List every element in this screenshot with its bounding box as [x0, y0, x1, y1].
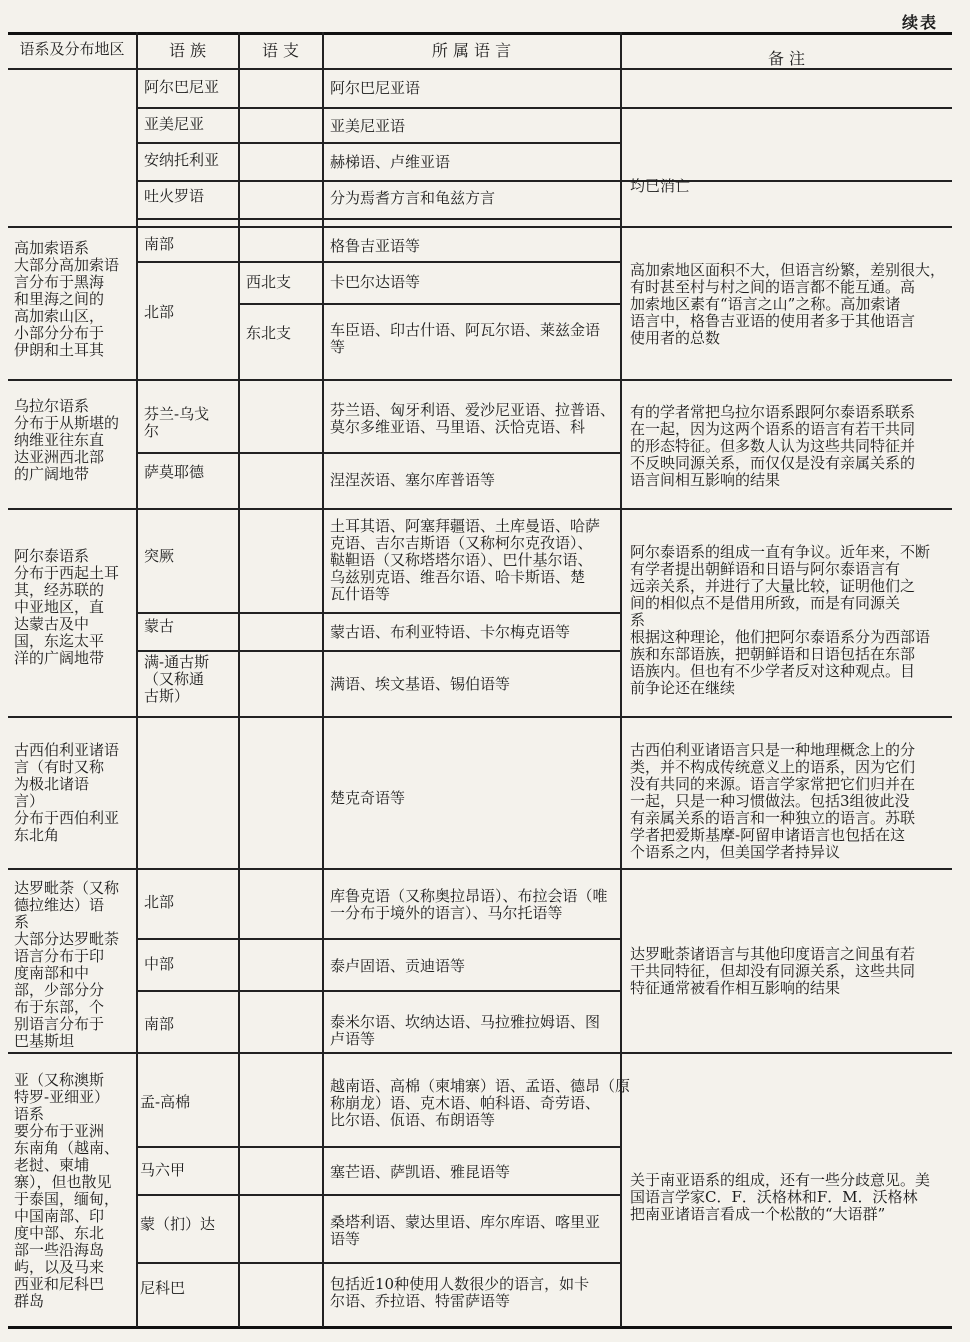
languages-cell: 泰米尔语、坎纳达语、马拉雅拉姆语、图 卢语等 [330, 1013, 601, 1048]
branch-cell: 吐火罗语 [144, 187, 205, 205]
languages-cell: 芬兰语、匈牙利语、爱沙尼亚语、拉普语、 莫尔多维亚语、马里语、沃恰克语、科 [330, 401, 616, 436]
family-cell: 阿尔泰语系 分布于西起土耳 其，经苏联的 中亚地区，直 达蒙古及中 国，东迄太平 洋的广阔地带 [14, 547, 120, 667]
table-top-border [8, 32, 952, 35]
header-branch: 语 族 [168, 41, 207, 60]
row-line [136, 990, 620, 992]
row-line [136, 180, 952, 182]
row-line [136, 650, 620, 652]
group-line [8, 379, 952, 381]
header-subbranch: 语 支 [261, 41, 300, 60]
languages-cell: 土耳其语、阿塞拜疆语、土库曼语、哈萨 克语、吉尔吉斯语（又称柯尔克孜语）、 鞑靼语（又称塔塔尔语）、巴什基尔语、 乌兹别克语、维吾尔语、哈卡斯语、楚 瓦什语等 [330, 517, 601, 603]
branch-cell: 马六甲 [140, 1161, 186, 1179]
branch-cell: 南部 [144, 235, 175, 253]
branch-cell: 南部 [144, 1015, 175, 1033]
languages-cell: 库鲁克语（又称奥拉昂语）、布拉会语（唯 一分布于境外的语言）、马尔托语等 [330, 887, 608, 922]
branch-cell: 阿尔巴尼亚 [144, 78, 220, 96]
languages-cell: 格鲁吉亚语等 [330, 237, 421, 255]
branch-cell: 蒙（扪）达 [140, 1215, 216, 1233]
row-line [136, 142, 620, 144]
header-notes: 备 注 [767, 49, 806, 68]
branch-cell: 安纳托利亚 [144, 151, 220, 169]
note-cell: 均已消亡 [630, 177, 691, 195]
subbranch-cell: 东北支 [246, 324, 292, 342]
languages-cell: 涅涅茨语、塞尔库普语等 [330, 471, 496, 489]
row-line [136, 1146, 620, 1148]
languages-cell: 包括近10种使用人数很少的语言，如卡 尔语、乔拉语、特雷萨语等 [330, 1275, 590, 1310]
row-line [136, 452, 620, 454]
languages-cell: 满语、埃文基语、锡伯语等 [330, 675, 511, 693]
continued-caption: 续表 [901, 13, 938, 32]
languages-cell: 车臣语、印古什语、阿瓦尔语、莱兹金语 等 [330, 321, 601, 356]
group-line [8, 868, 952, 870]
branch-cell: 满-通古斯 （又称通 古斯） [144, 653, 210, 705]
note-cell: 达罗毗荼诸语言与其他印度语言之间虽有若 干共同特征，但却没有同源关系，这些共同 特征通常被看作相互影响的结果 [630, 945, 916, 997]
languages-cell: 桑塔利语、蒙达里语、库尔库语、喀里亚 语等 [330, 1213, 601, 1248]
note-cell: 古西伯利亚诸语言只是一种地理概念上的分 类，并不构成传统意义上的语系，因为它们 没有共同的来源。语言学家常把它们归并在 一起，只是一种习惯做法。包括3组彼此没 有亲属关系的语言和一种独立的语言。苏联 学者把爱斯基摩-阿留申诸语言也包括在这 个语系之内，但美国学者持异议 [630, 741, 916, 861]
branch-cell: 尼科巴 [140, 1279, 186, 1297]
note-cell: 关于南亚语系的组成，还有一些分歧意见。美 国语言学家C．F．沃格林和F．M．沃格林 把南亚诸语言看成一个松散的“大语群” [630, 1171, 931, 1223]
languages-cell: 越南语、高棉（柬埔寨）语、孟语、德昂（原 称崩龙）语、克木语、帕科语、奇劳语、 比尔语、佤语、布朗语等 [330, 1077, 631, 1129]
row-line [136, 938, 620, 940]
row-line [136, 218, 620, 220]
branch-cell: 中部 [144, 955, 175, 973]
family-cell: 亚（又称澳斯 特罗-亚细亚） 语系 要分布于亚洲 东南角（越南、 老挝、柬埔 寨），但也散见 于泰国，缅甸， 中国南部、印 度中部、东北 部一些沿海岛 屿，以及马来 西亚和尼科巴 群岛 [14, 1071, 120, 1310]
languages-cell: 塞芒语、萨凯语、雅昆语等 [330, 1163, 511, 1181]
group-line [8, 226, 952, 228]
languages-cell: 亚美尼亚语 [330, 117, 406, 135]
languages-cell: 卡巴尔达语等 [330, 273, 421, 291]
group-line [8, 1052, 952, 1054]
family-cell: 达罗毗荼（又称 德拉维达）语 系 大部分达罗毗荼 语言分布于印 度南部和中 部，少部分分 布于东部，个 别语言分布于 巴基斯坦 [14, 879, 120, 1050]
branch-cell: 蒙古 [144, 617, 175, 635]
branch-cell: 亚美尼亚 [144, 115, 205, 133]
languages-cell: 分为焉耆方言和龟兹方言 [330, 189, 496, 207]
note-cell: 有的学者常把乌拉尔语系跟阿尔泰语系联系 在一起，因为这两个语系的语言有若干共同 的形态特征。但多数人认为这些共同特征并 不反映同源关系，而仅仅是没有亲属关系的 语言间相互影响的结果 [630, 403, 916, 489]
group-line [8, 716, 952, 718]
branch-cell: 北部 [144, 893, 175, 911]
header-family: 语系及分布地区 [19, 40, 125, 58]
note-cell: 阿尔泰语系的组成一直有争议。近年来，不断 有学者提出朝鲜语和日语与阿尔泰语言有 远亲关系，并进行了大量比较，证明他们之 间的相似点不是借用所致，而是有同源关 系 根据这种理论，他们把阿尔泰语系分为西部语 族和东部语族，把朝鲜语和日语包括在东部 语族内。但也有不少学者反对这种观点。目 前争论还在继续 [630, 543, 931, 697]
row-line [136, 612, 620, 614]
branch-cell: 北部 [144, 303, 175, 321]
row-line [136, 1194, 620, 1196]
row-line [136, 261, 620, 263]
languages-cell: 赫梯语、卢维亚语 [330, 153, 451, 171]
row-line [238, 303, 620, 305]
branch-cell: 孟-高棉 [140, 1093, 191, 1111]
row-line [136, 1262, 620, 1264]
family-cell: 高加索语系 大部分高加索语 言分布于黑海 和里海之间的 高加索山区， 小部分分布于 伊朗和土耳其 [14, 239, 120, 359]
family-cell: 乌拉尔语系 分布于从斯堪的 纳维亚往东直 达亚洲西北部 的广阔地带 [14, 397, 120, 483]
languages-cell: 蒙古语、布利亚特语、卡尔梅克语等 [330, 623, 571, 641]
family-cell: 古西伯利亚诸语 言（有时又称 为极北诸语 言） 分布于西伯利亚 东北角 [14, 741, 120, 844]
group-line [8, 508, 952, 510]
subbranch-cell: 西北支 [246, 273, 292, 291]
header-languages: 所 属 语 言 [431, 41, 512, 60]
languages-cell: 楚克奇语等 [330, 789, 406, 807]
branch-cell: 萨莫耶德 [144, 463, 205, 481]
branch-cell: 芬兰-乌戈 尔 [144, 405, 210, 440]
note-cell: 高加索地区面积不大，但语言纷繁，差别很大， 有时甚至村与村之间的语言都不能互通。高 加索地区素有“语言之山”之称。高加索诸 语言中，格鲁吉亚语的使用者多于其他语言 使用者的总数 [630, 261, 946, 347]
table-bottom-border [8, 1326, 952, 1329]
languages-cell: 泰卢固语、贡迪语等 [330, 957, 466, 975]
languages-cell: 阿尔巴尼亚语 [330, 79, 421, 97]
row-line [136, 107, 952, 109]
branch-cell: 突厥 [144, 547, 175, 565]
